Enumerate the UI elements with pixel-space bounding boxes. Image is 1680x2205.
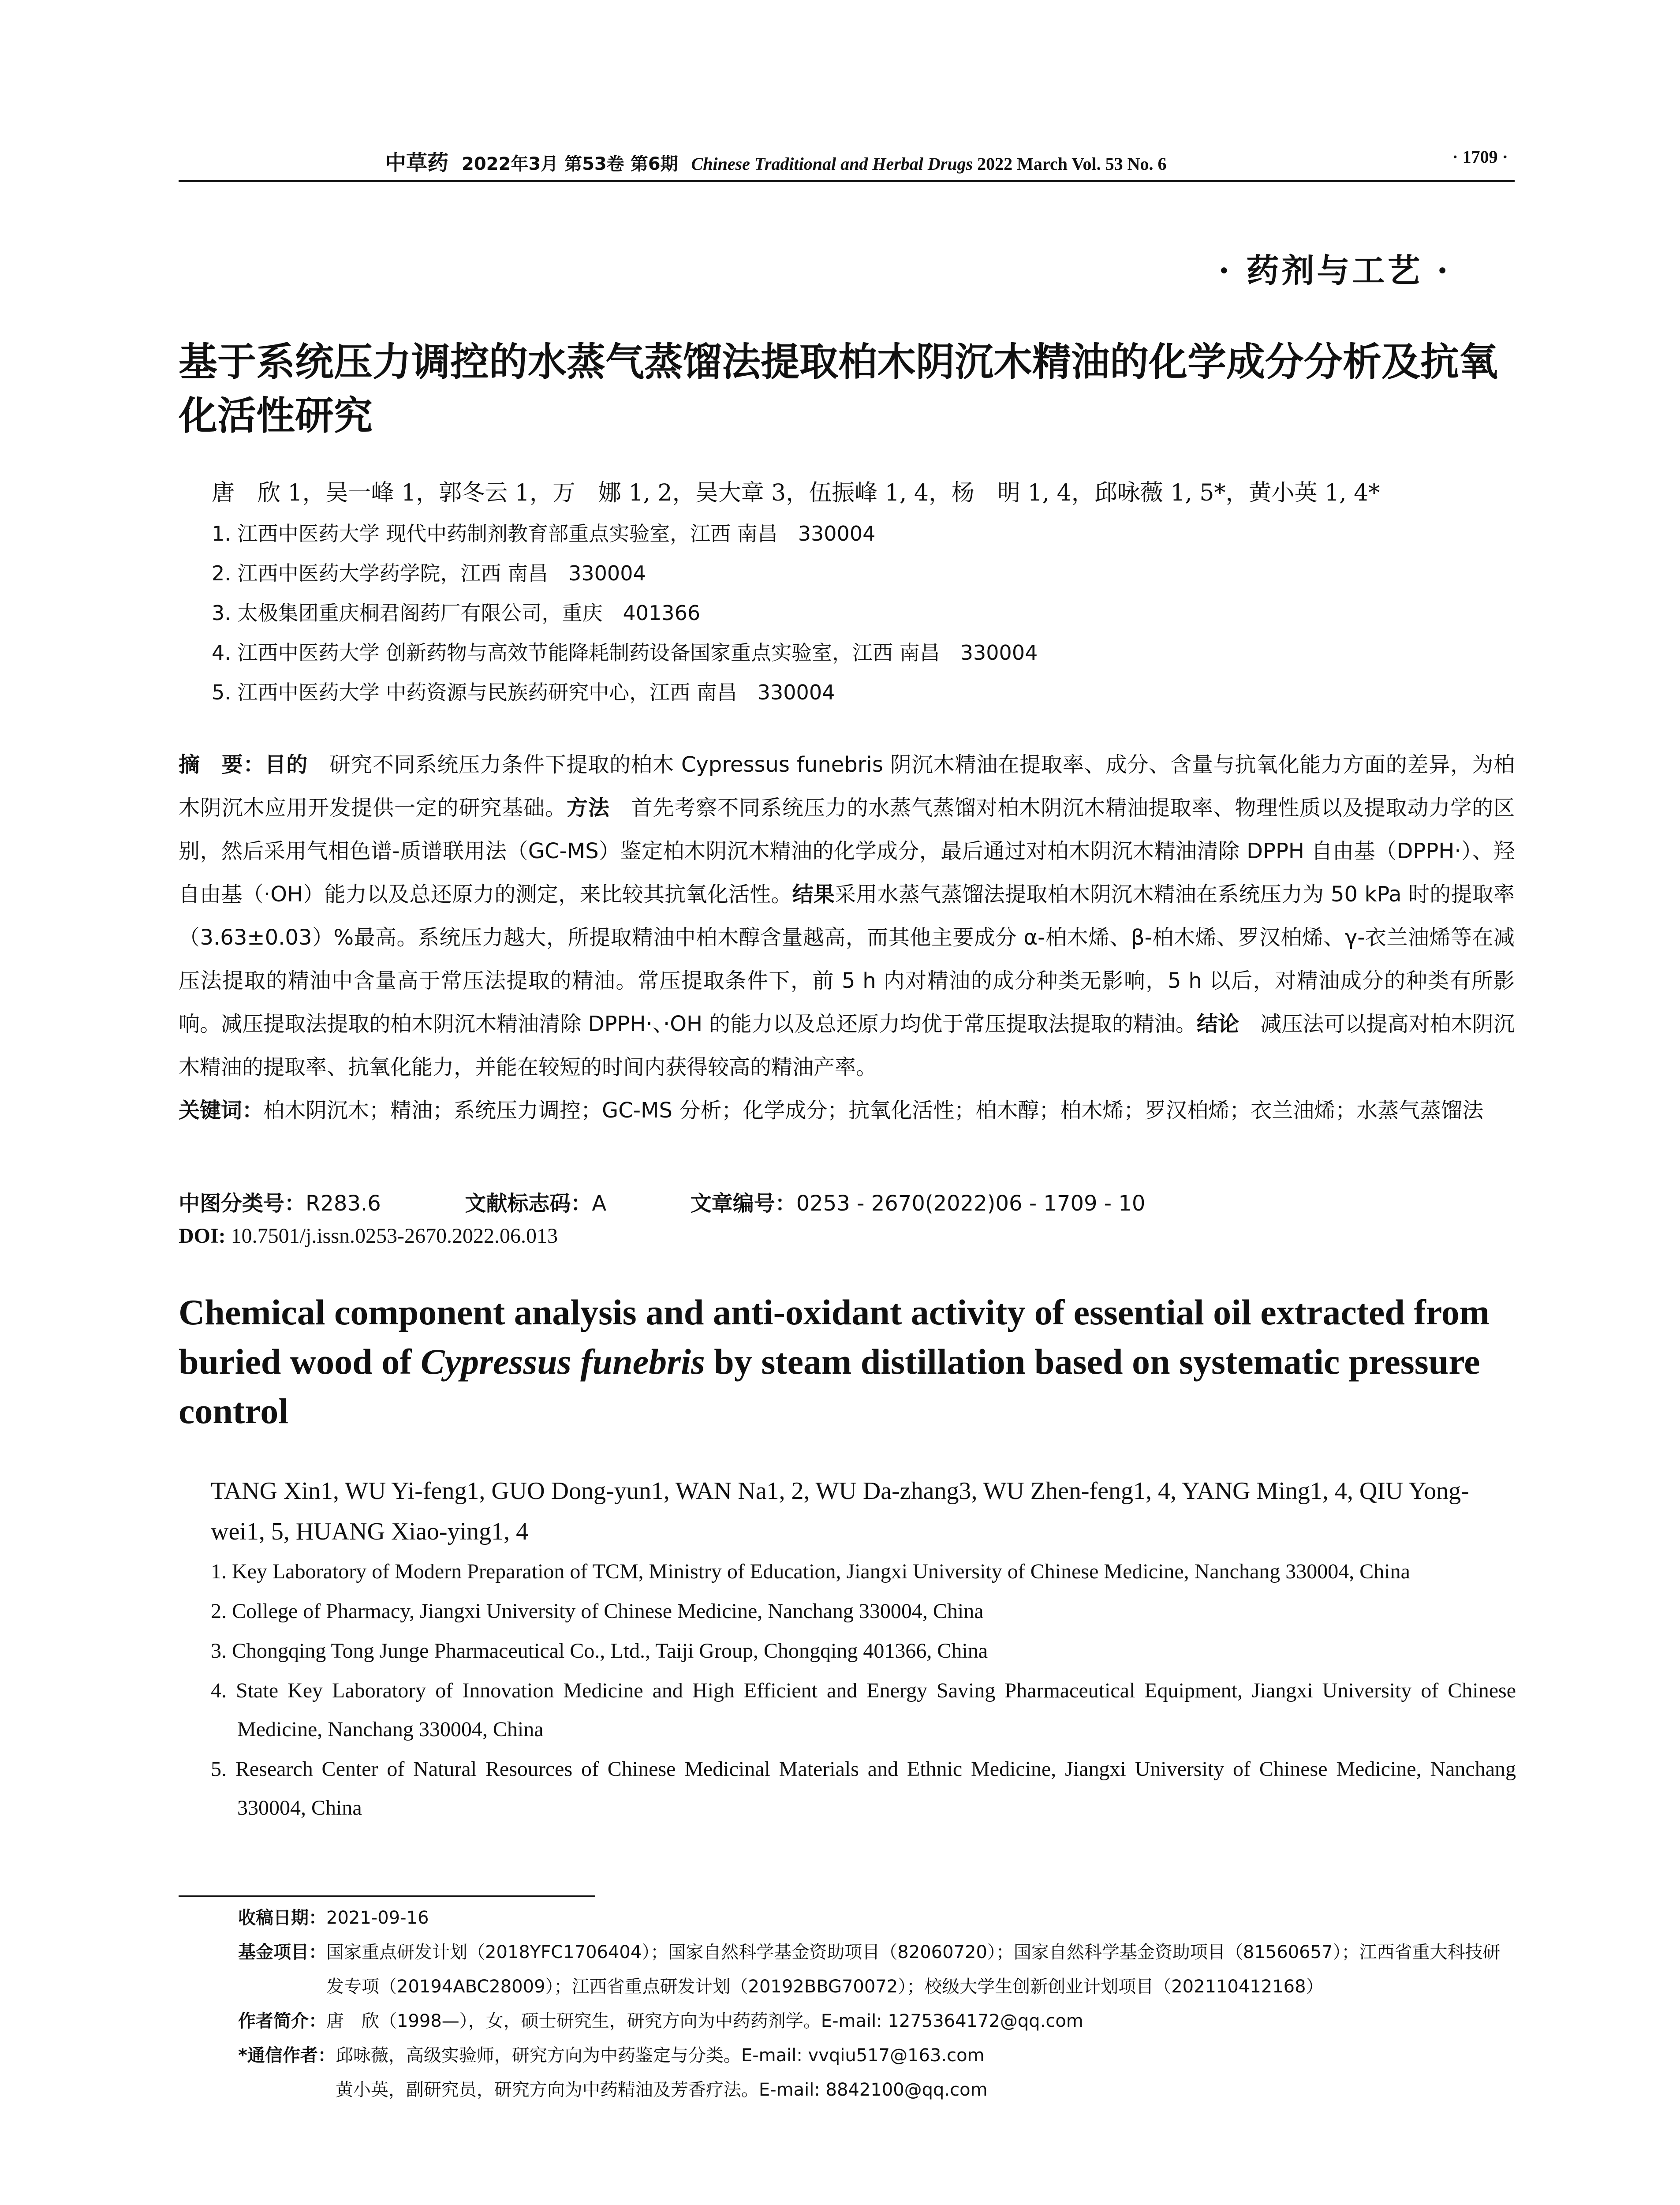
received-value: 2021-09-16 bbox=[326, 1908, 429, 1928]
affiliation-zh-item: 1. 江西中医药大学 现代中药制剂教育部重点实验室，江西 南昌 330004 bbox=[212, 522, 876, 546]
running-head bbox=[179, 140, 1515, 182]
title-en bbox=[179, 1288, 1515, 1436]
article-no-label: 文章编号： bbox=[690, 1191, 796, 1216]
results-text: 采用水蒸气蒸馏法提取柏木阴沉木精油在系统压力为 50 kPa 时的提取率（3.63±0.03）%最高。系统压力越大，所提取精油中柏木醇含量越高，而其他主要成分 α-柏木烯、β-柏木烯、罗汉柏烯、γ-衣兰油烯等在减压法提取的精油中含量高于常压法提取的精油。常压提取条件下，前 5 h 内对精油的成分种类无影响，5 h 以后，对精油成分的种类有所影响。减压提取法提取的柏木阴沉木精油清除 DPPH·、·OH 的能力以及总还原力均优于常压提取法提取的精油。 bbox=[179, 882, 1515, 1036]
keywords-text: 柏木阴沉木；精油；系统压力调控；GC-MS 分析；化学成分；抗氧化活性；柏木醇；柏木烯；罗汉柏烯；衣兰油烯；水蒸气蒸馏法 bbox=[263, 1098, 1484, 1123]
doc-code-value: A bbox=[592, 1191, 607, 1216]
corresponding-authors bbox=[238, 2038, 1517, 2107]
section-tag: · 药剂与工艺 · bbox=[1218, 252, 1451, 290]
affiliations-en bbox=[211, 1552, 1516, 1828]
doc-code-label: 文献标志码： bbox=[465, 1191, 592, 1216]
title-zh: 基于系统压力调控的水蒸气蒸馏法提取柏木阴沉木精油的化学成分分析及抗氧化活性研究 bbox=[179, 339, 1498, 438]
journal-citation bbox=[385, 146, 1166, 176]
affiliation-zh-item: 3. 太极集团重庆桐君阁药厂有限公司，重庆 401366 bbox=[212, 601, 701, 625]
affiliation-zh-item: 2. 江西中医药大学药学院，江西 南昌 330004 bbox=[212, 561, 646, 585]
affiliations-zh bbox=[212, 514, 1512, 712]
affiliation-en-item: 3. Chongqing Tong Junge Pharmaceutical Co., Ltd., Taiji Group, Chongqing 401366, China bbox=[211, 1639, 988, 1663]
affiliation-en-item: 5. Research Center of Natural Resources of Chinese Medicinal Materials and Ethnic Medicine, Jiangxi University of Chinese Medicine, Nanchang 330004, China bbox=[211, 1757, 1516, 1820]
received-label: 收稿日期： bbox=[238, 1908, 326, 1928]
clc-label: 中图分类号： bbox=[179, 1191, 306, 1216]
affiliation-en-item: 1. Key Laboratory of Modern Preparation of TCM, Ministry of Education, Jiangxi University of Chinese Medicine, Nanchang 330004, China bbox=[211, 1560, 1410, 1583]
abstract-zh bbox=[179, 743, 1515, 1132]
author-bio bbox=[238, 2004, 1517, 2038]
doi-value: 10.7501/j.issn.0253-2670.2022.06.013 bbox=[231, 1224, 558, 1248]
affiliation-en-item: 2. College of Pharmacy, Jiangxi University of Chinese Medicine, Nanchang 330004, China bbox=[211, 1600, 984, 1623]
clc-value: R283.6 bbox=[306, 1191, 381, 1216]
corr-text bbox=[336, 2038, 1517, 2107]
affiliation-zh-item: 5. 江西中医药大学 中药资源与民族药研究中心，江西 南昌 330004 bbox=[212, 680, 835, 704]
doi-line bbox=[179, 1224, 558, 1248]
funding-text: 国家重点研发计划（2018YFC1706404）；国家自然科学基金资助项目（82060720）；国家自然科学基金资助项目（81560657）；江西省重大科技研发专项（20194ABC28009）；江西省重点研发计划（20192BBG70072）；校级大学生创新创业计划项目（202110412168） bbox=[326, 1942, 1501, 1997]
corr-label: *通信作者： bbox=[238, 2045, 336, 2066]
issue-en: 2022 March Vol. 53 No. 6 bbox=[977, 154, 1167, 174]
keywords-label: 关键词： bbox=[179, 1098, 264, 1123]
objective-text: 研究不同系统压力条件下提取的柏木 Cypressus funebris 阴沉木精油在提取率、成分、含量与抗氧化能力方面的差异，为柏木阴沉木应用开发提供一定的研究基础。 bbox=[179, 752, 1515, 820]
footnotes bbox=[238, 1901, 1517, 2107]
authors-en: TANG Xin1, WU Yi-feng1, GUO Dong-yun1, WAN Na1, 2, WU Da-zhang3, WU Zhen-feng1, 4, YANG Ming1, 4, QIU Yong-wei1, 5, HUANG Xiao-ying1, 4 bbox=[211, 1477, 1469, 1545]
affiliation-en-item: 4. State Key Laboratory of Innovation Medicine and High Efficient and Energy Saving Pharmaceutical Equipment, Jiangxi University of Chinese Medicine, Nanchang 330004, China bbox=[211, 1679, 1516, 1741]
results-label: 结果 bbox=[792, 882, 835, 907]
methods-text: 首先考察不同系统压力的水蒸气蒸馏对柏木阴沉木精油提取率、物理性质以及提取动力学的区别，然后采用气相色谱-质谱联用法（GC-MS）鉴定柏木阴沉木精油的化学成分，最后通过对柏木阴沉木精油清除 DPPH 自由基（DPPH·）、羟自由基（·OH）能力以及总还原力的测定，来比较其抗氧化活性。 bbox=[179, 796, 1515, 907]
journal-name-zh: 中草药 bbox=[385, 150, 449, 175]
title-en-species: Cypressus funebris bbox=[421, 1342, 705, 1382]
methods-label: 方法 bbox=[566, 796, 610, 820]
issue-zh: 2022年3月 第53卷 第6期 bbox=[462, 154, 678, 174]
affiliation-zh-item: 4. 江西中医药大学 创新药物与高效节能降耗制药设备国家重点实验室，江西 南昌 330004 bbox=[212, 641, 1038, 665]
title-en-part2: by steam distillation based on systematic pressure control bbox=[179, 1342, 1480, 1431]
classification-line bbox=[179, 1186, 1145, 1217]
bio-label: 作者简介： bbox=[238, 2011, 326, 2031]
corr-author-1: 邱咏薇，高级实验师，研究方向为中药鉴定与分类。E-mail: vvqiu517@163.com bbox=[335, 2045, 985, 2066]
title-en-part1: Chemical component analysis and anti-oxidant activity of essential oil extracted from buried wood of bbox=[179, 1292, 1490, 1382]
objective-label: 目的 bbox=[265, 752, 308, 777]
footnote-divider bbox=[179, 1895, 595, 1897]
funding bbox=[238, 1935, 1517, 2004]
journal-name-en: Chinese Traditional and Herbal Drugs bbox=[691, 154, 973, 174]
conclusion-text: 减压法可以提高对柏木阴沉木精油的提取率、抗氧化能力，并能在较短的时间内获得较高的精油产率。 bbox=[179, 1012, 1515, 1080]
corr-author-2: 黄小英，副研究员，研究方向为中药精油及芳香疗法。E-mail: 8842100@qq.com bbox=[335, 2080, 988, 2100]
doi-label: DOI: bbox=[179, 1224, 226, 1248]
funding-label: 基金项目： bbox=[238, 1942, 326, 1962]
page-number: · 1709 · bbox=[1452, 147, 1508, 167]
authors-zh: 唐 欣 1，吴一峰 1，郭冬云 1，万 娜 1, 2，吴大章 3，伍振峰 1, 4，杨 明 1, 4，邱咏薇 1, 5*，黄小英 1, 4* bbox=[212, 480, 1380, 506]
received-date bbox=[238, 1901, 1517, 1935]
article-no-value: 0253 - 2670(2022)06 - 1709 - 10 bbox=[796, 1191, 1146, 1216]
abstract-label: 摘 要： bbox=[179, 752, 265, 777]
conclusion-label: 结论 bbox=[1197, 1012, 1239, 1036]
bio-text: 唐 欣（1998—），女，硕士研究生，研究方向为中药药剂学。E-mail: 1275364172@qq.com bbox=[326, 2011, 1083, 2031]
